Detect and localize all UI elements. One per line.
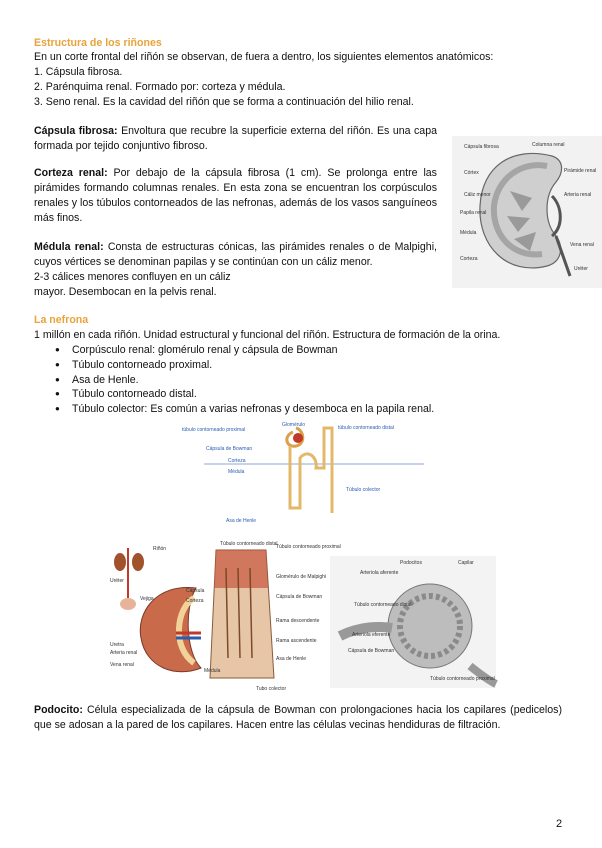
corpuscle-label: Podocitos	[400, 560, 422, 566]
text-capsula: Envoltura que recubre la superficie externa del riñón. Es una capa formada por tejido conjuntivo fibroso.	[34, 125, 437, 152]
bullet-item: ● Asa de Henle.	[52, 373, 434, 388]
anatomy-label: Uréter	[110, 578, 124, 584]
anatomy-label: Túbulo contorneado distal	[220, 541, 278, 547]
anatomy-label: Cápsula de Bowman	[276, 594, 323, 600]
anatomy-label: Túbulo contorneado proximal	[276, 544, 341, 550]
term-capsula: Cápsula fibrosa:	[34, 125, 118, 137]
kidney-label: Cápsula fibrosa	[464, 144, 499, 150]
nephron-label: Médula	[228, 469, 245, 475]
nephron-label: Glomérulo	[282, 422, 306, 428]
bullet-item: ● Túbulo contorneado proximal.	[52, 358, 434, 373]
text-medula: Consta de estructuras cónicas, las pirámides renales o de Malpighi, cuyos vértices se denominan papilas y se continúan con un cáliz menor.	[34, 241, 437, 268]
anatomy-label: Asa de Henle	[276, 656, 307, 662]
cortex-wedge	[214, 550, 268, 588]
nephron-label: Asa de Henle	[226, 518, 257, 524]
bullet-item: ● Túbulo colector: Es común a varias nefronas y desemboca en la papila renal.	[52, 402, 434, 417]
small-kidney-shape	[132, 553, 144, 571]
renal-corpuscle-figure	[330, 556, 496, 688]
anatomy-label: Glomérulo de Malpighi	[276, 574, 327, 580]
anatomy-label: Arteria renal	[110, 650, 138, 656]
glomerulus-shape	[293, 433, 303, 443]
corpuscle-label: Arteriola eferente	[352, 632, 391, 638]
corpuscle-label: Cápsula de Bowman	[348, 648, 395, 654]
medula-line4: mayor. Desembocan en la pelvis renal.	[34, 286, 217, 298]
intro-text: En un corte frontal del riñón se observan, de fuera a dentro, los siguientes elementos anatómicos:	[34, 51, 494, 63]
anatomy-label: Rama ascendente	[276, 638, 317, 644]
corpuscle-label: Arteriola aferente	[360, 570, 399, 576]
anatomy-label: Vena renal	[110, 662, 134, 668]
list-item: 3. Seno renal. Es la cavidad del riñón que se forma a continuación del hilio renal.	[34, 96, 414, 108]
text-podocito: Célula especializada de la cápsula de Bowman con prolongaciones hacia los capilares (pedicelos) que se adosan a la pared de los capilares. Hacen entre las células vecinas hendiduras de filtración.	[34, 704, 562, 731]
kidney-label: Pirámide renal	[564, 168, 597, 174]
list-item: 1. Cápsula fibrosa.	[34, 66, 123, 78]
paragraph-medula	[34, 240, 437, 270]
page-number: 2	[556, 818, 563, 830]
anatomy-label: Médula	[204, 668, 221, 674]
kidney-label: Cáliz menor	[464, 192, 491, 198]
kidney-label: Médula	[460, 230, 477, 236]
anatomy-label: Uretra	[110, 642, 124, 648]
corpuscle-label: Capilar	[458, 560, 474, 566]
medula-line3: 2-3 cálices menores confluyen en un cáliz	[34, 271, 231, 283]
nephron-label: Corteza	[228, 458, 246, 464]
corpuscle-label: Túbulo contorneado distal	[354, 602, 412, 608]
nephron-diagram	[178, 418, 424, 526]
section-heading-estructura: Estructura de los riñones	[34, 37, 162, 49]
bullet-item: ● Corpúsculo renal: glomérulo renal y cápsula de Bowman	[52, 343, 434, 358]
section-heading-nefrona: La nefrona	[34, 314, 89, 326]
list-item: 2. Parénquima renal. Formado por: corteza y médula.	[34, 81, 286, 93]
paragraph-capsula	[34, 124, 437, 154]
term-podocito: Podocito:	[34, 704, 83, 716]
nephron-label: túbulo contorneado distal	[338, 425, 394, 431]
corpuscle-label: Túbulo contorneado proximal	[430, 676, 495, 682]
nephron-label: túbulo contorneado proximal	[182, 427, 246, 433]
anatomy-label: Vejiga	[140, 596, 154, 602]
paragraph-podocito	[34, 703, 562, 733]
text-corteza: Por debajo de la cápsula fibrosa (1 cm). Se prolonga entre las pirámides formando columnas renales. En esta zona se encuentran los corpúsculos renales y los túbulos contorneados de las nefronas, además de los vasos sanguíneos más finos.	[34, 167, 437, 224]
kidney-anatomy-illustration	[106, 538, 341, 694]
kidney-label: Columna renal	[532, 142, 565, 148]
kidney-label: Córtex	[464, 170, 479, 176]
anatomy-label: Cápsula	[186, 588, 205, 594]
nefrona-intro: 1 millón en cada riñón. Unidad estructural y funcional del riñón. Estructura de formación de la orina.	[34, 329, 501, 341]
anatomy-label: Riñón	[153, 546, 167, 552]
nefrona-bullet-list	[52, 343, 434, 417]
paragraph-corteza	[34, 166, 437, 226]
small-kidney-shape	[114, 553, 126, 571]
term-medula: Médula renal:	[34, 241, 104, 253]
kidney-section-figure	[452, 136, 602, 288]
nephron-label: Cápsula de Bowman	[206, 446, 253, 452]
nephron-label: Túbulo colector	[346, 487, 381, 493]
anatomy-label: Rama descendente	[276, 618, 320, 624]
bladder-shape	[120, 598, 136, 610]
term-corteza: Corteza renal:	[34, 167, 108, 179]
kidney-label: Uréter	[574, 266, 588, 272]
kidney-label: Corteza	[460, 256, 478, 262]
kidney-label: Vena renal	[570, 242, 594, 248]
kidney-label: Papila renal	[460, 210, 487, 216]
anatomy-label: Tubo colector	[256, 686, 287, 692]
kidney-label: Arteria renal	[564, 192, 592, 198]
anatomy-label: Corteza	[186, 598, 204, 604]
bullet-item: ● Túbulo contorneado distal.	[52, 387, 434, 402]
